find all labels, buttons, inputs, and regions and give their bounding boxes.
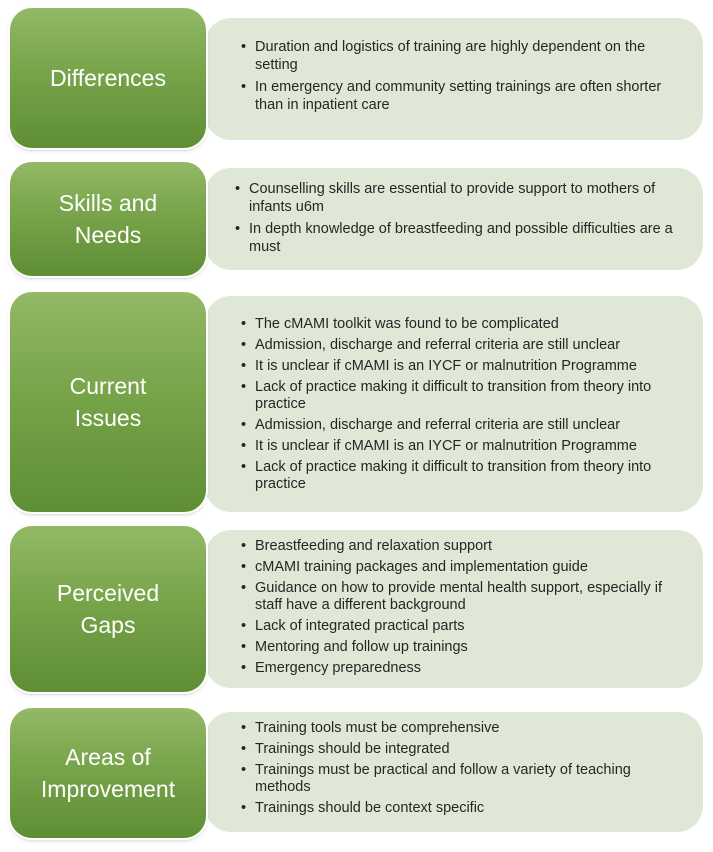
skills-and-needs-bullet-list xyxy=(235,180,679,256)
differences-bullet-list xyxy=(241,38,679,114)
perceived-gaps-bullet-list xyxy=(241,538,679,677)
differences-title: Differences xyxy=(50,65,166,91)
list-item: • It is unclear if cMAMI is an IYCF or malnutrition Programme xyxy=(241,358,679,375)
list-item: • In depth knowledge of breastfeeding and possible difficulties are a must xyxy=(235,220,679,256)
list-item: • cMAMI training packages and implementation guide xyxy=(241,559,679,576)
current-issues-title: Current Issues xyxy=(69,373,147,431)
areas-of-improvement-content xyxy=(205,712,703,832)
list-item: • Counselling skills are essential to provide support to mothers of infants u6m xyxy=(235,180,679,216)
list-item: • Trainings must be practical and follow a variety of teaching methods xyxy=(241,762,679,796)
list-item: • The cMAMI toolkit was found to be complicated xyxy=(241,316,679,333)
perceived-gaps-label xyxy=(10,526,206,692)
list-item: • Duration and logistics of training are highly dependent on the setting xyxy=(241,38,679,74)
list-item: • Trainings should be integrated xyxy=(241,741,679,758)
areas-of-improvement-bullet-list xyxy=(241,720,679,817)
perceived-gaps-title: Perceived Gaps xyxy=(56,580,160,638)
list-item: • Emergency preparedness xyxy=(241,660,679,677)
list-item: • Training tools must be comprehensive xyxy=(241,720,679,737)
list-item: • Lack of integrated practical parts xyxy=(241,618,679,635)
skills-and-needs-title: Skills and Needs xyxy=(58,190,158,248)
list-item: • It is unclear if cMAMI is an IYCF or malnutrition Programme xyxy=(241,438,679,455)
current-issues-content xyxy=(205,296,703,512)
list-item: • Breastfeeding and relaxation support xyxy=(241,538,679,555)
list-item: • Admission, discharge and referral criteria are still unclear xyxy=(241,417,679,434)
skills-and-needs-content xyxy=(205,168,703,270)
current-issues-bullet-list xyxy=(241,316,679,493)
list-item: • Lack of practice making it difficult to transition from theory into practice xyxy=(241,459,679,493)
list-item: • Lack of practice making it difficult to transition from theory into practice xyxy=(241,379,679,413)
list-item: • Guidance on how to provide mental health support, especially if staff have a different background xyxy=(241,580,679,614)
differences-content xyxy=(205,18,703,140)
skills-and-needs-label xyxy=(10,162,206,276)
areas-of-improvement-title: Areas of Improvement xyxy=(40,744,176,802)
current-issues-label xyxy=(10,292,206,512)
list-item: • In emergency and community setting trainings are often shorter than in inpatient care xyxy=(241,78,679,114)
list-item: • Admission, discharge and referral criteria are still unclear xyxy=(241,337,679,354)
list-item: • Trainings should be context specific xyxy=(241,800,679,817)
differences-label xyxy=(10,8,206,148)
areas-of-improvement-label xyxy=(10,708,206,838)
list-item: • Mentoring and follow up trainings xyxy=(241,639,679,656)
perceived-gaps-content xyxy=(205,530,703,688)
